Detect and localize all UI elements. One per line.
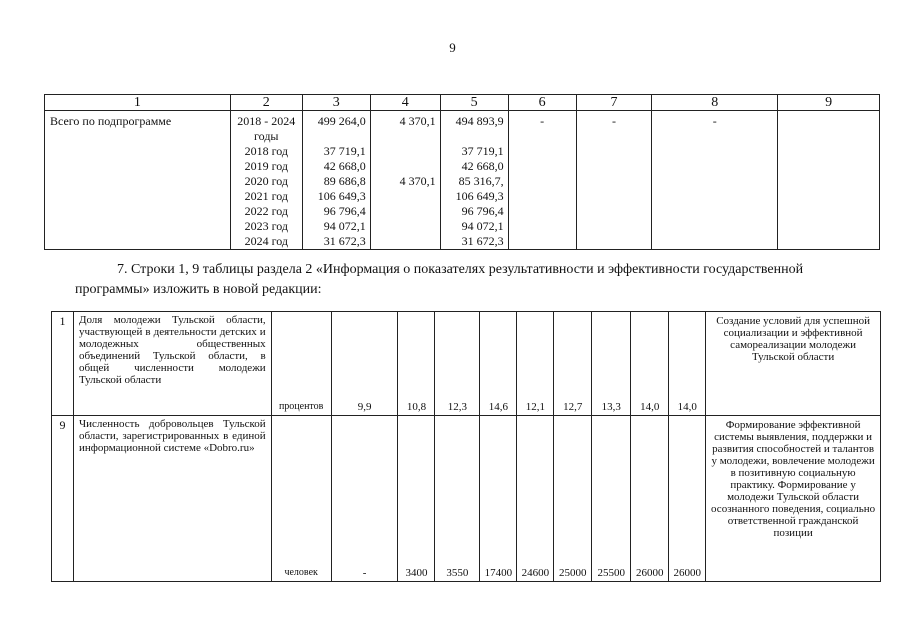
value: 37 719,1 (323, 144, 366, 158)
header-cell: 9 (778, 95, 880, 111)
indicator-unit: человек (271, 416, 331, 582)
value: 96 796,4 (323, 204, 366, 218)
header-cell: 1 (45, 95, 231, 111)
value: 31 672,3 (461, 234, 504, 248)
indicator-value: 10,8 (398, 312, 435, 416)
row-number: 1 (52, 312, 74, 416)
year-label: 2021 год (244, 189, 288, 203)
indicator-value: 26000 (669, 416, 706, 582)
value (371, 219, 436, 234)
table-row (52, 312, 881, 416)
value: 42 668,0 (323, 159, 366, 173)
col6-value: - (508, 111, 576, 250)
indicator-value: 12,1 (517, 312, 554, 416)
header-cell: 6 (508, 95, 576, 111)
value: 499 264,0 (317, 114, 366, 128)
header-cell: 5 (440, 95, 508, 111)
col8-value: - (652, 111, 778, 250)
value (371, 129, 436, 144)
indicator-value: - (331, 416, 398, 582)
indicator-value: 14,0 (631, 312, 669, 416)
header-cell: 7 (576, 95, 652, 111)
value: 31 672,3 (323, 234, 366, 248)
indicator-value: 24600 (517, 416, 554, 582)
value: 85 316,7, (458, 174, 504, 188)
amendment-paragraph: 7. Строки 1, 9 таблицы раздела 2 «Информация о показателях результативности и эффективности государственной программы» изложить в новой редакции: (75, 262, 804, 297)
indicator-value: 17400 (480, 416, 517, 582)
col5-values (440, 111, 508, 250)
year-label: 2019 год (244, 159, 288, 173)
indicator-name: Доля молодежи Тульской области, участвующей в деятельности детских и молодежных общественных объединений Тульской области, в общей численности молодежи Тульской области (73, 312, 271, 416)
value: 42 668,0 (461, 159, 504, 173)
indicator-value: 9,9 (331, 312, 398, 416)
value: 96 796,4 (461, 204, 504, 218)
indicator-value: 14,6 (480, 312, 517, 416)
value: 94 072,1 (323, 219, 366, 233)
value (371, 159, 436, 174)
year-label: 2022 год (244, 204, 288, 218)
indicator-value: 14,0 (669, 312, 706, 416)
col3-values (302, 111, 370, 250)
value: 106 649,3 (317, 189, 366, 203)
value (303, 129, 366, 144)
value (371, 144, 436, 159)
header-cell: 4 (370, 95, 440, 111)
value: 4 370,1 (399, 174, 436, 188)
subprogram-total-label: Всего по подпрограмме (45, 111, 231, 250)
value: 37 719,1 (461, 144, 504, 158)
row-number: 9 (52, 416, 74, 582)
year-label: 2018 - 2024 (237, 114, 296, 128)
page-number: 9 (449, 40, 456, 55)
indicator-unit: процентов (271, 312, 331, 416)
indicator-value: 12,7 (554, 312, 592, 416)
value: 4 370,1 (399, 114, 436, 128)
year-label: 2024 год (244, 234, 288, 248)
indicator-value: 3550 (435, 416, 480, 582)
col7-value: - (576, 111, 652, 250)
col4-values (370, 111, 440, 250)
value (371, 234, 436, 249)
year-label: годы (254, 129, 279, 143)
indicator-value: 25000 (554, 416, 592, 582)
value: 94 072,1 (461, 219, 504, 233)
indicator-value: 3400 (398, 416, 435, 582)
value (441, 129, 504, 144)
value (371, 189, 436, 204)
header-cell: 2 (230, 95, 302, 111)
value: 89 686,8 (323, 174, 366, 188)
header-cell: 3 (302, 95, 370, 111)
year-label: 2018 год (244, 144, 288, 158)
indicator-goal: Создание условий для успешной социализации и эффективной самореализации молодежи Тульской области (706, 312, 881, 416)
table-row (52, 416, 881, 582)
year-label: 2020 год (244, 174, 288, 188)
year-label: 2023 год (244, 219, 288, 233)
years-cell (230, 111, 302, 250)
indicator-value: 12,3 (435, 312, 480, 416)
budget-table (44, 94, 880, 250)
indicator-name: Численность добровольцев Тульской области, зарегистрированных в единой информационной системе «Dobro.ru» (73, 416, 271, 582)
value (371, 204, 436, 219)
indicator-value: 25500 (592, 416, 631, 582)
indicator-goal: Формирование эффективной системы выявления, поддержки и развития способностей и талантов у молодежи, вовлечение молодежи в позитивную социальную практику. Формирование у молодежи Тульской области осознанного поведения, социально ответственной гражданской позиции (706, 416, 881, 582)
value: 494 893,9 (455, 114, 504, 128)
indicators-table (51, 311, 881, 582)
value: 106 649,3 (455, 189, 504, 203)
col9-value (778, 111, 880, 250)
header-cell: 8 (652, 95, 778, 111)
indicator-value: 26000 (631, 416, 669, 582)
budget-table-header-row (45, 95, 880, 111)
indicator-value: 13,3 (592, 312, 631, 416)
table-row (45, 111, 880, 250)
